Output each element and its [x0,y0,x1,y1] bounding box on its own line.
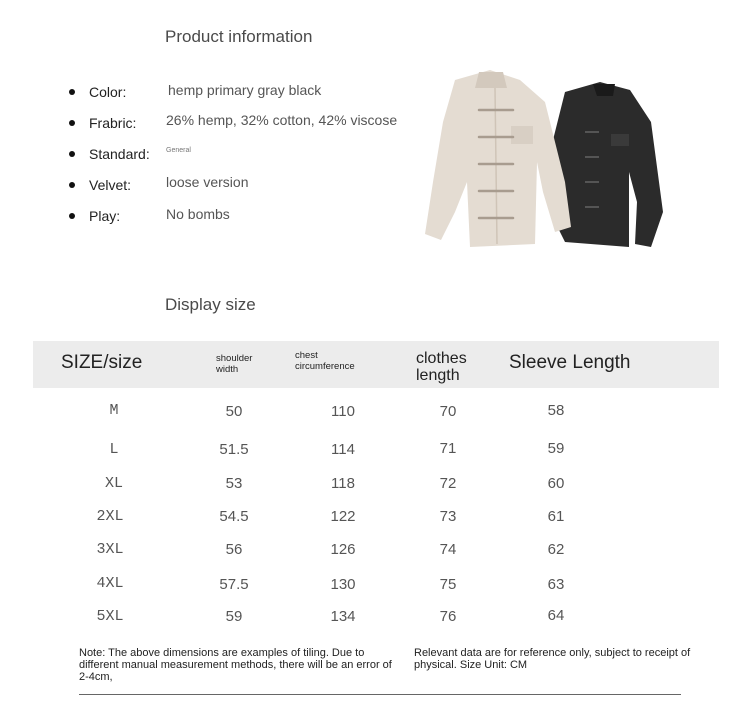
cell-size: 4XL [96,575,124,592]
header-chest [295,350,355,372]
cell-chest: 126 [330,541,356,558]
header-chest-line1: chest [295,350,318,361]
bullet-icon [69,213,75,219]
bullet-icon [69,89,75,95]
cell-size: 2XL [96,508,124,525]
cell-length: 74 [439,541,457,558]
cell-sleeve: 59 [547,440,565,457]
bullet-icon [69,120,75,126]
header-length [416,350,467,384]
cell-chest: 130 [330,576,356,593]
cell-chest: 110 [331,403,355,420]
cell-sleeve: 58 [547,402,565,419]
cell-shoulder: 56 [225,541,243,558]
header-chest-line2: circumference [295,361,355,372]
cell-chest: 134 [330,608,356,625]
cell-sleeve: 64 [547,607,565,624]
cell-size: 3XL [96,541,124,558]
header-length-line1: clothes [416,350,467,367]
header-length-line2: length [416,367,460,384]
cell-length: 70 [439,403,457,420]
cell-size: 5XL [96,608,124,625]
cell-shoulder: 53 [225,475,243,492]
cell-chest: 122 [330,508,356,525]
divider [79,694,681,695]
color-label: Color: [89,84,127,100]
note-right: Relevant data are for reference only, subject to receipt of physical. Size Unit: CM [414,647,691,671]
cell-shoulder: 51.5 [219,441,249,458]
play-value: No bombs [166,206,230,222]
standard-value: General [166,147,191,154]
header-shoulder [216,353,252,375]
header-size: SIZE/size [61,352,143,373]
standard-label: Standard: [89,146,150,162]
cell-shoulder: 50 [225,403,243,420]
cell-length: 76 [439,608,457,625]
note-left: Note: The above dimensions are examples of tiling. Due to different manual measurement methods, there will be an error of 2-4cm, [79,647,392,683]
cell-sleeve: 62 [547,541,565,558]
cell-chest: 114 [331,441,355,458]
cell-shoulder: 59 [225,608,243,625]
fabric-value: 26% hemp, 32% cotton, 42% viscose [166,112,398,128]
cell-sleeve: 60 [547,475,565,492]
velvet-label: Velvet: [89,177,132,193]
velvet-value: loose version [166,174,249,190]
cell-length: 75 [439,576,457,593]
beige-shirt-image [425,70,571,247]
header-shoulder-line2: width [216,364,239,375]
header-shoulder-line1: shoulder [216,353,253,364]
product-info-title: Product information [165,27,313,46]
header-sleeve: Sleeve Length [509,352,631,373]
cell-size: XL [104,475,123,492]
fabric-label: Frabric: [89,115,137,131]
cell-length: 71 [439,440,457,457]
cell-chest: 118 [331,475,355,492]
bullet-icon [69,182,75,188]
cell-size: M [109,402,119,419]
cell-length: 73 [439,508,457,525]
color-value: hemp primary gray black [168,82,322,98]
play-label: Play: [89,208,121,224]
product-image [415,62,665,262]
cell-sleeve: 63 [547,576,565,593]
display-size-title: Display size [165,295,256,314]
cell-length: 72 [439,475,457,492]
cell-sleeve: 61 [547,508,565,525]
bullet-icon [69,151,75,157]
cell-size: L [109,441,119,458]
cell-shoulder: 57.5 [219,576,249,593]
cell-shoulder: 54.5 [219,508,249,525]
